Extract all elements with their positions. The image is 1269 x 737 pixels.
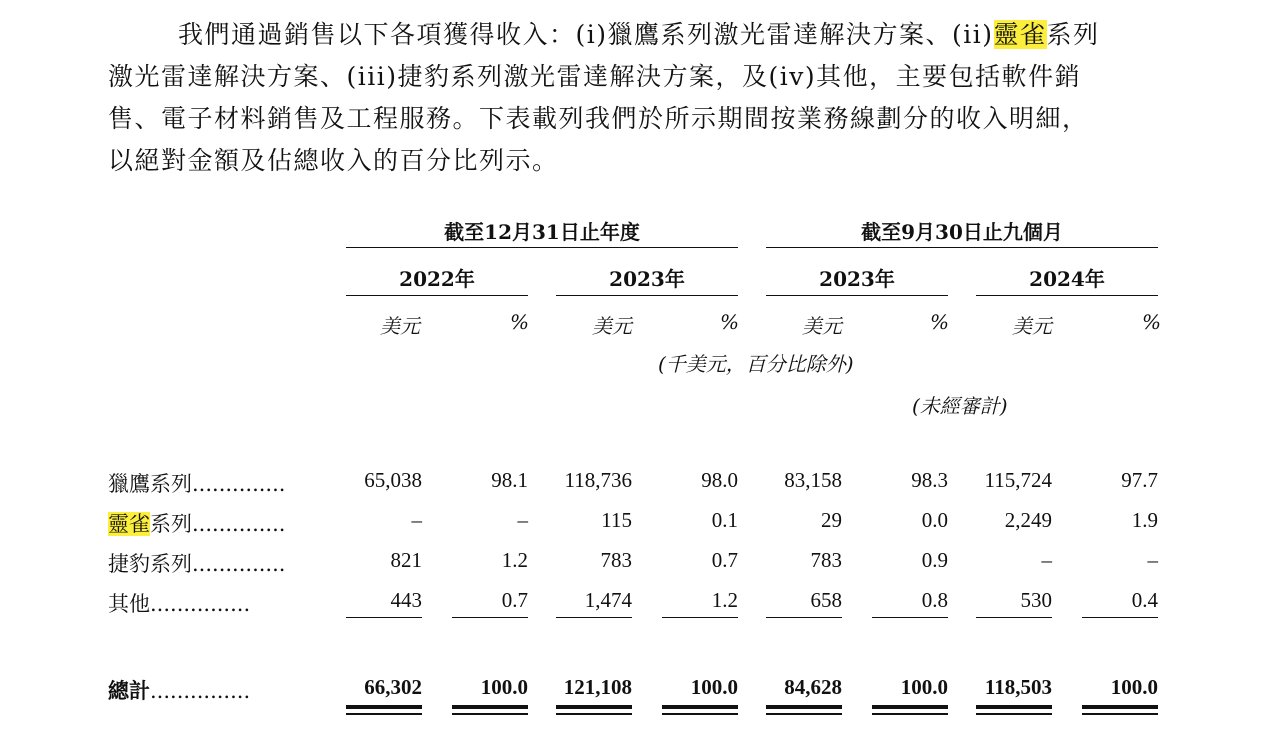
cell: 783 <box>600 548 632 572</box>
cell: 0.4 <box>1131 588 1158 612</box>
unit-usd-2: 美元 <box>592 314 632 338</box>
total-double-rule <box>556 705 632 709</box>
cell: 658 <box>810 588 842 612</box>
cell: 821 <box>390 548 422 572</box>
year-header-4: 2024年 <box>1029 267 1105 291</box>
leader-dots: .............. <box>192 552 286 576</box>
leader-dots: ............... <box>150 679 251 703</box>
period-rule-fy <box>346 247 738 248</box>
period-header-9m: 截至9月30日止九個月 <box>861 220 1063 244</box>
cell: 65,038 <box>364 468 422 492</box>
row-label-text: 其他 <box>108 592 150 616</box>
subtotal-rule <box>662 617 738 618</box>
cell: 0.0 <box>921 508 948 532</box>
subtotal-rule <box>766 617 842 618</box>
total-cell: 100.0 <box>480 675 528 699</box>
total-double-rule <box>976 705 1052 709</box>
highlighted-term: 靈雀 <box>993 20 1047 49</box>
row-label-text: 獵鷹系列 <box>108 472 192 496</box>
cell: – <box>517 508 528 532</box>
row-label-text: 總計 <box>108 678 150 703</box>
cell: 98.1 <box>491 468 528 492</box>
cell: 1.2 <box>501 548 528 572</box>
unit-pct-1: % <box>510 310 530 334</box>
subtotal-rule <box>452 617 528 618</box>
total-cell: 100.0 <box>1110 675 1158 699</box>
year-header-1: 2022年 <box>399 267 475 291</box>
cell: 118,736 <box>564 468 632 492</box>
cell: 98.3 <box>911 468 948 492</box>
total-double-rule <box>346 705 422 709</box>
total-double-rule <box>1082 713 1158 715</box>
total-double-rule <box>452 713 528 715</box>
cell: 0.9 <box>921 548 948 572</box>
subtotal-rule <box>1082 617 1158 618</box>
total-double-rule <box>346 713 422 715</box>
total-double-rule <box>872 705 948 709</box>
total-double-rule <box>556 713 632 715</box>
unaudited-note: (未經審計) <box>912 394 1008 418</box>
leader-dots: .............. <box>192 512 286 536</box>
unit-usd-3: 美元 <box>802 314 842 338</box>
total-double-rule <box>662 713 738 715</box>
cell: 97.7 <box>1121 468 1158 492</box>
subtotal-rule <box>556 617 632 618</box>
cell: 83,158 <box>784 468 842 492</box>
leader-dots: .............. <box>192 472 286 496</box>
year-rule-1 <box>346 295 528 296</box>
year-rule-2 <box>556 295 738 296</box>
cell: 98.0 <box>701 468 738 492</box>
unit-pct-4: % <box>1142 310 1162 334</box>
cell: 2,249 <box>1004 508 1052 532</box>
cell: – <box>1041 548 1052 572</box>
paragraph-line-2: 激光雷達解決方案、(iii)捷豹系列激光雷達解決方案，及(iv)其他，主要包括軟件銷 <box>108 62 1082 91</box>
row-label-other <box>108 588 250 618</box>
subtotal-rule <box>976 617 1052 618</box>
unit-usd-1: 美元 <box>380 314 420 338</box>
cell: 115,724 <box>984 468 1052 492</box>
total-cell: 100.0 <box>690 675 738 699</box>
cell: 0.7 <box>711 548 738 572</box>
row-label-text: 捷豹系列 <box>108 552 192 576</box>
paragraph-line-1-start: 我們通過銷售以下各項獲得收入：(i)獵鷹系列激光雷達解決方案、(ii) <box>178 20 994 49</box>
cell: 1.9 <box>1131 508 1158 532</box>
period-header-fy: 截至12月31日止年度 <box>444 220 640 244</box>
unit-pct-2: % <box>720 310 740 334</box>
cell: 115 <box>601 508 632 532</box>
paragraph-line-4: 以絕對金額及佔總收入的百分比列示。 <box>108 146 559 175</box>
unit-usd-4: 美元 <box>1012 314 1052 338</box>
row-label-lingque <box>108 508 285 538</box>
row-label-text: 系列 <box>150 512 192 536</box>
paragraph-line-1-end: 系列 <box>1046 20 1100 49</box>
total-double-rule <box>766 705 842 709</box>
cell: 0.7 <box>501 588 528 612</box>
year-header-3: 2023年 <box>819 267 895 291</box>
row-label-falcon <box>108 468 285 498</box>
total-double-rule <box>976 713 1052 715</box>
cell: 443 <box>390 588 422 612</box>
year-rule-3 <box>766 295 948 296</box>
total-cell: 66,302 <box>364 675 422 699</box>
leader-dots: ............... <box>150 592 251 616</box>
total-cell: 121,108 <box>563 675 632 699</box>
total-double-rule <box>1082 705 1158 709</box>
year-header-2: 2023年 <box>609 267 685 291</box>
total-double-rule <box>662 705 738 709</box>
cell: 530 <box>1020 588 1052 612</box>
row-label-highlight: 靈雀 <box>108 512 150 536</box>
unit-pct-3: % <box>930 310 950 334</box>
total-double-rule <box>452 705 528 709</box>
cell: – <box>411 508 422 532</box>
cell: 0.8 <box>921 588 948 612</box>
year-rule-4 <box>976 295 1158 296</box>
cell: 1.2 <box>711 588 738 612</box>
cell: – <box>1147 548 1158 572</box>
cell: 29 <box>821 508 842 532</box>
paragraph-line-3: 售、電子材料銷售及工程服務。下表載列我們於所示期間按業務線劃分的收入明細， <box>108 104 1089 133</box>
total-cell: 84,628 <box>784 675 842 699</box>
unit-note: (千美元，百分比除外) <box>658 352 854 376</box>
subtotal-rule <box>872 617 948 618</box>
cell: 0.1 <box>711 508 738 532</box>
cell: 783 <box>810 548 842 572</box>
period-rule-9m <box>766 247 1158 248</box>
cell: 1,474 <box>584 588 632 612</box>
total-double-rule <box>872 713 948 715</box>
total-cell: 100.0 <box>900 675 948 699</box>
row-label-jaguar <box>108 548 285 578</box>
total-double-rule <box>766 713 842 715</box>
total-cell: 118,503 <box>984 675 1052 699</box>
row-label-total <box>108 675 250 705</box>
subtotal-rule <box>346 617 422 618</box>
